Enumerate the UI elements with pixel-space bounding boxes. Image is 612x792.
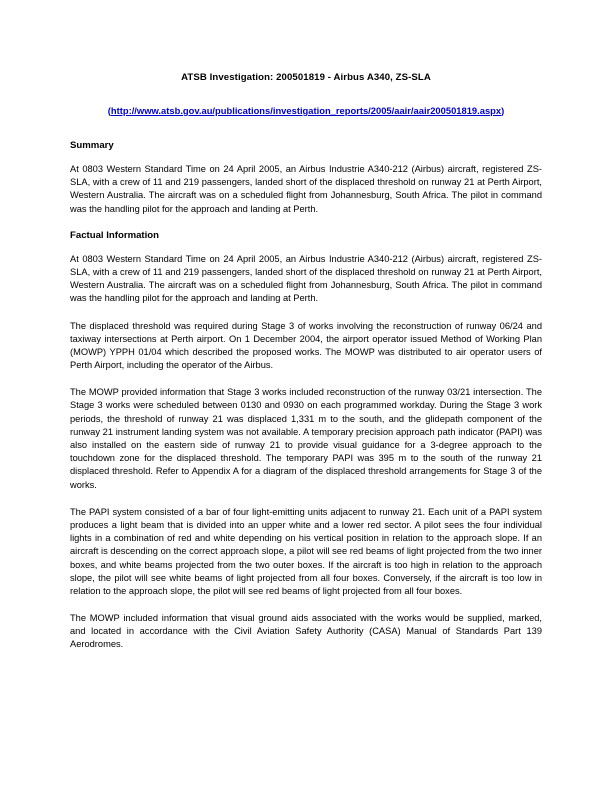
paragraph: At 0803 Western Standard Time on 24 April 2005, an Airbus Industrie A340-212 (Airbus) aircraft, registered ZS-SLA, with a crew of 11 and 219 passengers, landed short of the displaced threshold on runway 21 at Perth Airport, Western Australia. The aircraft was on a scheduled flight from Johannesburg, South Africa. The pilot in command was the handling pilot for the approach and landing at Perth. bbox=[70, 253, 542, 304]
section-heading-factual-information: Factual Information bbox=[70, 229, 160, 241]
paragraph: The displaced threshold was required during Stage 3 of works involving the reconstruction of runway 06/24 and taxiway intersections at Perth airport. On 1 December 2004, the airport operator issued Method of Working Plan (MOWP) YPPH 01/04 which described the proposed works. The MOWP was distributed to air operator users of Perth Airport, including the operator of the Airbus. bbox=[70, 320, 542, 371]
paragraph: At 0803 Western Standard Time on 24 April 2005, an Airbus Industrie A340-212 (Airbus) aircraft, registered ZS-SLA, with a crew of 11 and 219 passengers, landed short of the displaced threshold on runway 21 at Perth Airport, Western Australia. The aircraft was on a scheduled flight from Johannesburg, South Africa. The pilot in command was the handling pilot for the approach and landing at Perth. bbox=[70, 164, 542, 214]
section-factual-information bbox=[70, 230, 542, 652]
paragraph: The MOWP provided information that Stage 3 works included reconstruction of the runway 03/21 intersection. The Stage 3 works were scheduled between 0130 and 0930 on each programmed workday. During the Stage 3 work periods, the threshold of runway 21 was displaced 1,331 m to the south, and the glidepath component of the runway 21 instrument landing system was not available. A temporary precision approach path indicator (PAPI) was also installed on the eastern side of runway 21 to provide visual guidance for a 3-degree approach to the touchdown zone for the displaced threshold. The temporary PAPI was 395 m to the south of the runway 21 displaced threshold. Refer to Appendix A for a diagram of the displaced threshold arrangements for Stage 3 of the works. bbox=[70, 387, 542, 490]
section-summary bbox=[70, 140, 542, 216]
url-open-paren: ( bbox=[107, 105, 111, 116]
url-close-paren: ) bbox=[501, 105, 505, 116]
page-title: ATSB Investigation: 200501819 - Airbus A340, ZS-SLA bbox=[181, 72, 431, 83]
source-url-link[interactable]: http://www.atsb.gov.au/publications/investigation_reports/2005/aair/aair200501819.aspx bbox=[110, 105, 502, 116]
source-url-line bbox=[70, 105, 542, 116]
paragraph: The MOWP included information that visual ground aids associated with the works would be supplied, marked, and located in accordance with the Civil Aviation Safety Authority (CASA) Manual of Standards Part 139 Aerodromes. bbox=[70, 613, 542, 650]
paragraph: The PAPI system consisted of a bar of four light-emitting units adjacent to runway 21. Each unit of a PAPI system produces a light beam that is divided into an upper white and a lower red sector. A pilot sees the four individual lights in a combination of red and white depending on his vertical position in relation to the approach slope. If an aircraft is descending on the correct approach slope, a pilot will see red beams of light projected from the two inner boxes, and white beams projected from the two outer boxes. If the aircraft is too high in relation to the approach slope, the pilot will see white beams of light projected from all four boxes. Conversely, if the aircraft is too low in relation to the approach slope, the pilot will see red beams of light projected from all four boxes. bbox=[70, 506, 542, 596]
section-heading-summary: Summary bbox=[70, 140, 114, 151]
